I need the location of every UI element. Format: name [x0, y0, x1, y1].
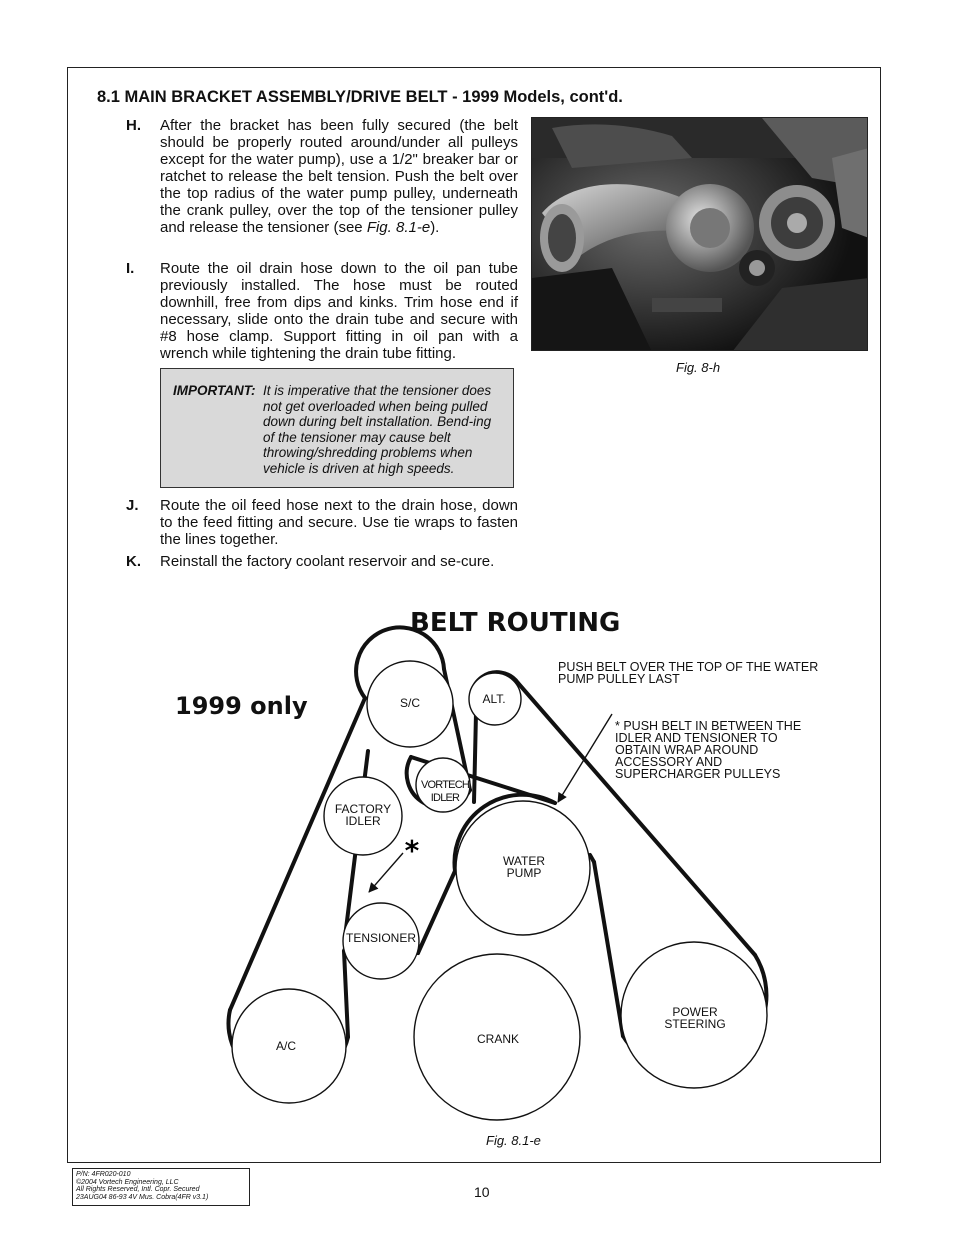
pulley-label-sc: S/C	[399, 696, 421, 710]
diagram-subtitle: 1999 only	[175, 692, 308, 720]
page-number: 10	[474, 1184, 490, 1200]
important-label: IMPORTANT:	[173, 383, 256, 398]
pulley-label-factory: FACTORY	[334, 802, 392, 816]
step-letter: J.	[126, 497, 139, 514]
step-text: Route the oil drain hose down to the oil pan tube previously installed. The hose must be routed downhill, free from dips and kinks. Trim hose end if necessary, slide onto the drain tube and secure with #8 hose clamp. Support fitting in oil pan with a wrench while tightening the drain tube fitting.	[160, 260, 518, 362]
pulley-label-steering: STEERING	[664, 1017, 726, 1031]
step-letter: K.	[126, 553, 141, 570]
pulley-label-alt: ALT.	[482, 692, 506, 706]
pulley-label-crank: CRANK	[476, 1032, 520, 1046]
step-text: After the bracket has been fully secured (the belt should be properly routed around/under all pulleys except for the water pump), use a 1/2" breaker bar or ratchet to release the belt tension. Push the belt over the top radius of the water pump pulley, underneath the crank pulley, over the top of the tensioner pulley and release the tensioner (see Fig. 8.1-e).	[160, 117, 518, 236]
pulley-label-ac: A/C	[275, 1039, 297, 1053]
pulley-label-pump: PUMP	[506, 866, 542, 880]
step-letter: I.	[126, 260, 135, 277]
pulley-label-water: WATER	[503, 854, 545, 868]
step-text: Reinstall the factory coolant reservoir and se-cure.	[160, 553, 495, 570]
important-text: It is imperative that the tensioner does not get overloaded when being pulled down during belt installation. Bend-ing of the tensioner may cause belt throwing/shredding problems when vehicle is driven at high speeds.	[263, 383, 492, 476]
pulley-label-tensioner: TENSIONER	[345, 931, 417, 945]
photo-caption: Fig. 8-h	[676, 360, 721, 375]
pulley-label-factory-idler: IDLER	[345, 814, 381, 828]
belt-routing-title: BELT ROUTING	[410, 608, 621, 638]
step-text: Route the oil feed hose next to the drain hose, down to the feed fitting and secure. Use tie wraps to fasten the lines together.	[160, 497, 518, 548]
section-title: 8.1 MAIN BRACKET ASSEMBLY/DRIVE BELT - 1999 Models, cont'd.	[97, 88, 623, 106]
footer-info: P/N: 4FR020-010 ©2004 Vortech Engineering, LLC All Rights Reserved, Intl. Copr. Secured 23AUG04 86-93 4V Mus. Cobra(4FR v3.1)	[72, 1168, 250, 1206]
water-pump-arrow	[558, 714, 612, 802]
pulley-label-idler: IDLER	[430, 792, 460, 804]
note-top: PUSH BELT OVER THE TOP OF THE WATER PUMP PULLEY LAST	[558, 660, 819, 686]
asterisk-marker: *	[404, 834, 420, 867]
step-letter: H.	[126, 117, 141, 134]
diagram-caption: Fig. 8.1-e	[486, 1133, 541, 1148]
pulley-label-power: POWER	[672, 1005, 718, 1019]
tensioner-arrow	[369, 853, 403, 892]
note-star: * PUSH BELT IN BETWEEN THE IDLER AND TENSIONER TO OBTAIN WRAP AROUND ACCESSORY AND SUPERCHARGER PULLEYS	[615, 719, 802, 781]
pulley-label-vortech: VORTECH	[421, 779, 469, 791]
